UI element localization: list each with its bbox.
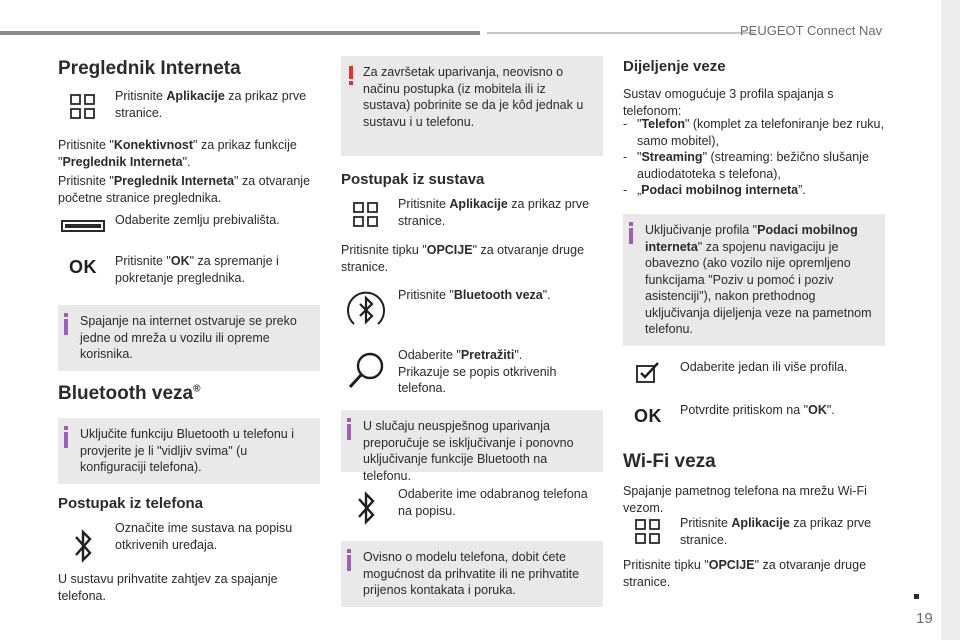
header-rule-light (487, 32, 755, 34)
header-label: PEUGEOT Connect Nav (740, 23, 883, 38)
step-search: Odaberite "Pretražiti". Prikazuje se popis otkrivenih telefona. (398, 348, 557, 395)
step-confirm-ok: Potvrdite pritiskom na "OK". (680, 403, 835, 417)
info-box-internet (58, 305, 320, 371)
step-ok: Pritisnite "OK" za spremanje i pokretanje preglednika. (115, 254, 279, 285)
step-select-profiles: Odaberite jedan ili više profila. (680, 360, 848, 374)
info-text-contacts: Ovisno o modelu telefona, dobit ćete mogućnost da prihvatite ili ne prihvatite prijenos kontakata i poruka. (363, 550, 580, 597)
warning-box-pairing (341, 56, 603, 156)
info-box-mobile-data (623, 214, 885, 346)
apps-grid-icon (623, 518, 673, 546)
page-edge-tab (941, 0, 960, 640)
step-mark-system: Označite ime sustava na popisu otkrivenih uređaja. (115, 521, 293, 552)
select-bar-icon (58, 216, 108, 236)
info-icon (64, 426, 68, 430)
list-item: - "Telefon" (komplet za telefoniranje bez ruku, samo mobitel), (623, 117, 884, 148)
paragraph-options: Pritisnite tipku "OPCIJE" za otvaranje druge stranice. (341, 243, 585, 274)
list-item: - „Podaci mobilnog interneta”. (623, 183, 806, 197)
warning-icon (349, 66, 353, 79)
apps-grid-icon (341, 200, 391, 230)
warning-text-pairing: Za završetak uparivanja, neovisno o načinu postupka (iz mobitela ili iz sustava) pobrinite se da je kôd jednak u sustavu i u telefonu. (363, 65, 584, 129)
section-title-wifi: Wi-Fi veza (623, 451, 716, 472)
bluetooth-icon (58, 524, 108, 568)
header-rule-dark (0, 31, 480, 35)
end-marker (914, 594, 919, 599)
info-text-internet: Spajanje na internet ostvaruje se preko jedne od mreža u vozilu ili opreme korisnika. (80, 314, 297, 361)
search-icon (341, 350, 391, 392)
step-select-country: Odaberite zemlju prebivališta. (115, 213, 280, 227)
info-icon (64, 313, 68, 317)
info-text-mobile-data: Uključivanje profila "Podaci mobilnog interneta" za spojenu navigaciju je obavezno (ako vozilo nije opremljeno funkcijama "Poziv u pomoć i poziv asistenciji"), nakon prethodnog uključivanja dijeljenja veze na pametnom telefonu. (645, 223, 872, 336)
apps-grid-icon (58, 92, 108, 122)
subsection-title-sharing: Dijeljenje veze (623, 58, 726, 75)
step-apps: Pritisnite Aplikacije za prikaz prve stranice. (115, 89, 307, 120)
step-bluetooth-connection: Pritisnite "Bluetooth veza". (398, 288, 551, 302)
profile-list (623, 116, 885, 199)
paragraph-profiles: Sustav omogućuje 3 profila spajanja s telefonom: (623, 87, 834, 118)
list-item: - "Streaming" (streaming: bežično slušanje audiodatoteka s telefona), (623, 150, 869, 181)
info-icon (347, 418, 351, 422)
step-apps: Pritisnite Aplikacije za prikaz prve stranice. (680, 516, 872, 547)
info-box-bluetooth (58, 418, 320, 484)
info-box-failed-pairing (341, 410, 603, 483)
paragraph-options: Pritisnite tipku "OPCIJE" za otvaranje druge stranice. (623, 558, 867, 589)
paragraph-browser: Pritisnite "Preglednik Interneta" za otvaranje početne stranice preglednika. (58, 174, 311, 205)
subsection-title-system: Postupak iz sustava (341, 171, 485, 188)
bluetooth-circle-icon (341, 286, 391, 334)
info-box-contacts (341, 541, 603, 607)
ok-icon: OK (634, 406, 662, 427)
step-select-phone: Odaberite ime odabranog telefona na popisu. (398, 487, 588, 518)
subsection-title-phone: Postupak iz telefona (58, 495, 204, 512)
checkbox-icon (623, 360, 673, 386)
info-text-failed-pairing: U slučaju neuspješnog uparivanja preporučuje se isključivanje i ponovno uključivanje funkcije Bluetooth na telefonu. (363, 419, 574, 483)
info-icon (629, 222, 633, 226)
info-icon (347, 549, 351, 553)
ok-icon: OK (69, 257, 97, 278)
info-text-bluetooth: Uključite funkciju Bluetooth u telefonu i provjerite je li "vidljiv svima" (u konfiguraciji telefona). (80, 427, 295, 474)
page-number: 19 (916, 610, 933, 627)
section-title-browser: Preglednik Interneta (58, 58, 241, 79)
paragraph-wifi: Spajanje pametnog telefona na mrežu Wi-Fi vezom. (623, 484, 867, 515)
paragraph-accept: U sustavu prihvatite zahtjev za spajanje telefona. (58, 572, 278, 603)
bluetooth-icon (341, 488, 391, 528)
step-apps: Pritisnite Aplikacije za prikaz prve stranice. (398, 197, 590, 228)
paragraph-connectivity: Pritisnite "Konektivnost" za prikaz funkcije "Preglednik Interneta". (58, 138, 297, 169)
section-title-bluetooth: Bluetooth veza® (58, 383, 201, 404)
